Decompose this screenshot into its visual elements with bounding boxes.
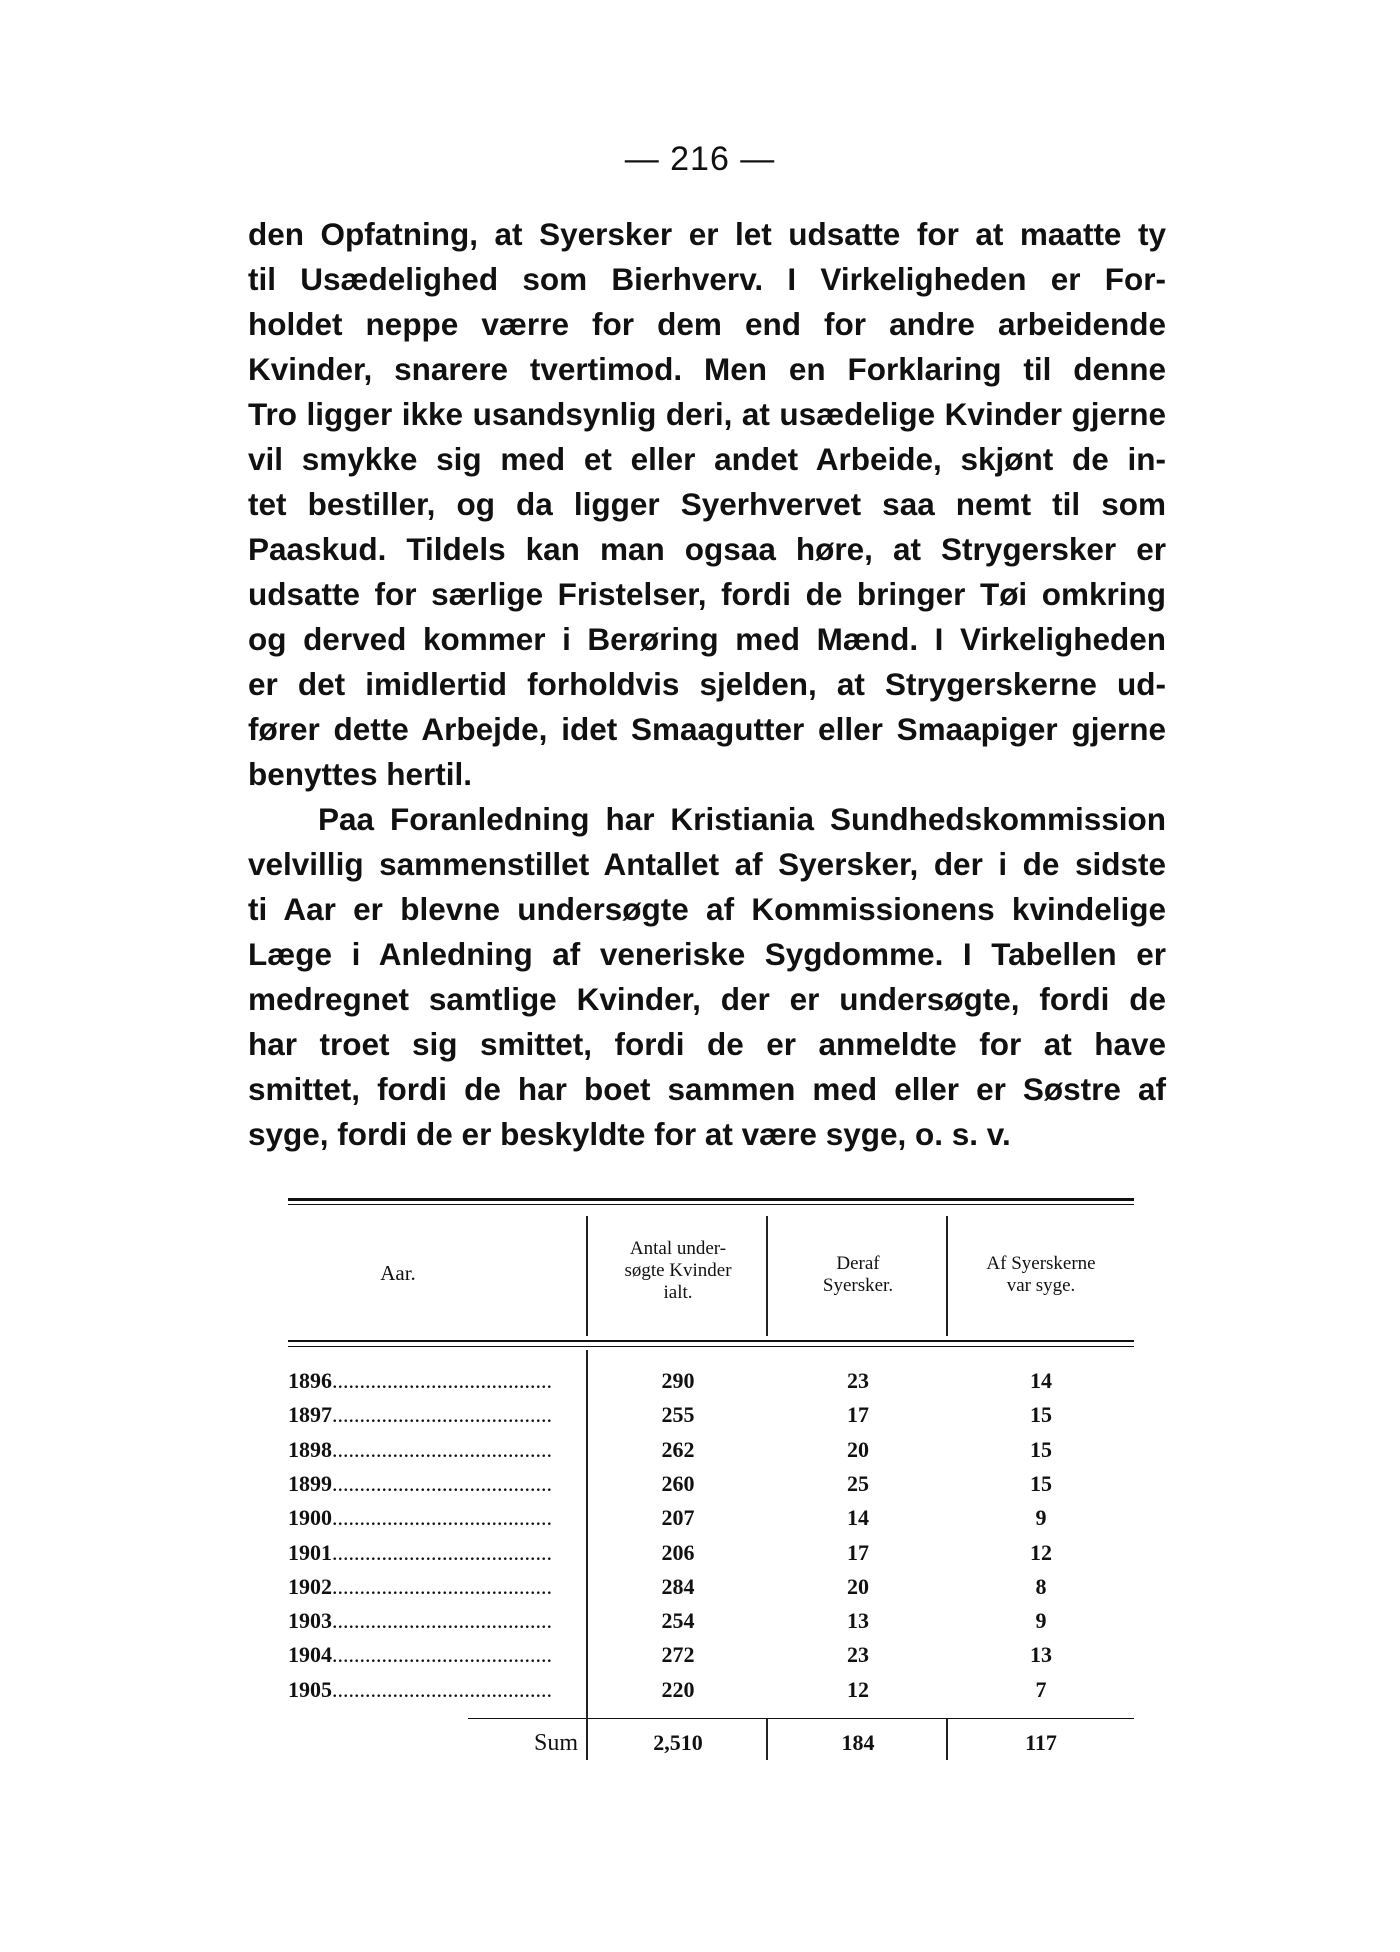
total-cell: 254: [661, 1608, 695, 1634]
total-cell: 207: [661, 1505, 695, 1531]
year-cell: [288, 1505, 578, 1531]
table-row: [288, 1437, 1134, 1471]
syge-cell: 15: [1030, 1470, 1052, 1496]
table-top-rule-thin: [288, 1204, 1134, 1205]
header-deraf-line: Syersker.: [822, 1275, 894, 1296]
text-line: syge, fordi de er beskyldte for at være syge, o. s. v.: [248, 1116, 1011, 1152]
header-aar: Aar.: [380, 1261, 416, 1285]
text-line: og derved kommer i Berøring med Mænd. I Virkeligheden: [248, 621, 1166, 657]
total-cell: 262: [661, 1436, 695, 1462]
year-label: 1897: [288, 1402, 332, 1428]
total-cell: 284: [661, 1573, 695, 1599]
table-row: [288, 1608, 1134, 1642]
year-cell: [288, 1574, 578, 1600]
leader-dots: ........................................: [332, 1573, 552, 1599]
sum-total: 2,510: [653, 1730, 703, 1755]
text-line: er det imidlertid forholdvis sjelden, at Strygerskerne ud-: [248, 666, 1166, 702]
text-line: smittet, fordi de har boet sammen med eller er Søstre af: [248, 1071, 1166, 1107]
total-cell: 206: [661, 1539, 695, 1565]
text-line: fører dette Arbejde, idet Smaagutter eller Smaapiger gjerne: [248, 711, 1166, 747]
syge-cell: 9: [1035, 1505, 1047, 1531]
text-line: den Opfatning, at Syersker er let udsatte for at maatte ty: [248, 216, 1166, 252]
leader-dots: ........................................: [332, 1608, 552, 1634]
syge-cell: 13: [1030, 1642, 1052, 1668]
table-row: [288, 1677, 1134, 1711]
leader-dots: ........................................: [332, 1436, 552, 1462]
header-rule-thin: [288, 1346, 1134, 1347]
sum-syersker: 184: [841, 1730, 875, 1755]
syge-cell: 8: [1035, 1573, 1047, 1599]
header-antal-line: søgte Kvinder: [624, 1260, 732, 1281]
year-label: 1896: [288, 1368, 332, 1393]
leader-dots: ........................................: [332, 1676, 552, 1702]
header-rule: [288, 1340, 1134, 1342]
year-cell: [288, 1540, 578, 1566]
syersker-cell: 20: [847, 1573, 869, 1599]
text-line: til Usædelighed som Bierhverv. I Virkeligheden er For-: [248, 261, 1166, 297]
text-line: Kvinder, snarere tvertimod. Men en Forklaring til denne: [248, 351, 1166, 387]
table-row: [288, 1642, 1134, 1676]
text-line: udsatte for særlige Fristelser, fordi de bringer Tøi omkring: [248, 576, 1166, 612]
table-row: [288, 1402, 1134, 1436]
header-antal-line: Antal under-: [629, 1238, 727, 1259]
syersker-cell: 13: [847, 1608, 869, 1634]
syersker-cell: 17: [847, 1539, 869, 1565]
year-label: 1904: [288, 1642, 332, 1668]
text-line: benyttes hertil.: [248, 756, 473, 792]
body-text: [248, 212, 1166, 1157]
header-syge-line: var syge.: [1006, 1275, 1076, 1296]
sum-label: Sum: [533, 1730, 578, 1756]
year-cell: [288, 1642, 578, 1668]
leader-dots: ........................................: [332, 1402, 552, 1428]
year-label: 1898: [288, 1436, 332, 1462]
text-line: vil smykke sig med et eller andet Arbeide, skjønt de in-: [248, 441, 1166, 477]
sum-syge: 117: [1025, 1730, 1057, 1755]
leader-dots: ........................................: [332, 1368, 552, 1393]
year-cell: [288, 1471, 578, 1497]
syersker-cell: 23: [847, 1642, 869, 1668]
table-row: [288, 1540, 1134, 1574]
syge-cell: 15: [1030, 1402, 1052, 1428]
text-line: ti Aar er blevne undersøgte af Kommissionens kvindelige: [248, 891, 1166, 927]
paragraph-1: [248, 212, 1166, 797]
total-cell: 255: [661, 1402, 695, 1428]
year-label: 1902: [288, 1573, 332, 1599]
total-cell: 260: [661, 1470, 695, 1496]
table-row: [288, 1471, 1134, 1505]
header-deraf-line: Deraf: [836, 1253, 880, 1274]
leader-dots: ........................................: [332, 1505, 552, 1531]
syge-cell: 7: [1035, 1676, 1047, 1702]
header-deraf: [768, 1253, 948, 1297]
table-top-rule: [288, 1198, 1134, 1201]
text-line: velvillig sammenstillet Antallet af Syersker, der i de sidste: [248, 846, 1166, 882]
year-label: 1905: [288, 1676, 332, 1702]
column-divider: [946, 1216, 948, 1336]
table-row: [288, 1574, 1134, 1608]
text-line: tet bestiller, og da ligger Syerhvervet saa nemt til som: [248, 486, 1166, 522]
syersker-cell: 20: [847, 1436, 869, 1462]
header-syge: [948, 1253, 1134, 1297]
syersker-cell: 12: [847, 1676, 869, 1702]
leader-dots: ........................................: [332, 1642, 552, 1668]
year-cell: [288, 1437, 578, 1463]
year-label: 1900: [288, 1505, 332, 1531]
text-line: Læge i Anledning af veneriske Sygdomme. I Tabellen er: [248, 936, 1166, 972]
year-label: 1901: [288, 1539, 332, 1565]
year-label: 1899: [288, 1470, 332, 1496]
text-line: Tro ligger ikke usandsynlig deri, at usædelige Kvinder gjerne: [248, 396, 1166, 432]
total-cell: 220: [661, 1676, 695, 1702]
text-line: holdet neppe værre for dem end for andre arbeidende: [248, 306, 1166, 342]
leader-dots: ........................................: [332, 1470, 552, 1496]
syersker-cell: 25: [847, 1470, 869, 1496]
syersker-cell: 14: [847, 1505, 869, 1531]
table-row: [288, 1505, 1134, 1539]
page-number: — 216 —: [624, 140, 776, 178]
year-cell: [288, 1368, 578, 1394]
syge-cell: 9: [1035, 1608, 1047, 1634]
total-cell: 272: [661, 1642, 695, 1668]
header-syge-line: Af Syerskerne: [986, 1253, 1096, 1274]
text-line: medregnet samtlige Kvinder, der er undersøgte, fordi de: [248, 981, 1166, 1017]
year-cell: [288, 1402, 578, 1428]
sum-rule-left: [468, 1718, 586, 1719]
text-line: Paaskud. Tildels kan man ogsaa høre, at Strygersker er: [248, 531, 1166, 567]
column-divider: [586, 1216, 588, 1336]
syersker-cell: 23: [847, 1368, 869, 1393]
year-label: 1903: [288, 1608, 332, 1634]
table-row: [288, 1368, 1134, 1402]
syge-cell: 12: [1030, 1539, 1052, 1565]
total-cell: 290: [661, 1368, 695, 1393]
text-line: har troet sig smittet, fordi de er anmeldte for at have: [248, 1026, 1166, 1062]
syersker-cell: 17: [847, 1402, 869, 1428]
sum-rule: [588, 1718, 1134, 1719]
paragraph-2: [248, 797, 1166, 1157]
year-cell: [288, 1677, 578, 1703]
column-divider: [766, 1216, 768, 1336]
header-antal-line: ialt.: [663, 1282, 693, 1303]
leader-dots: ........................................: [332, 1539, 552, 1565]
text-line: Paa Foranledning har Kristiania Sundhedskommission: [318, 801, 1166, 837]
year-cell: [288, 1608, 578, 1634]
syge-cell: 14: [1030, 1368, 1052, 1393]
syge-cell: 15: [1030, 1436, 1052, 1462]
header-antal: [588, 1238, 768, 1304]
